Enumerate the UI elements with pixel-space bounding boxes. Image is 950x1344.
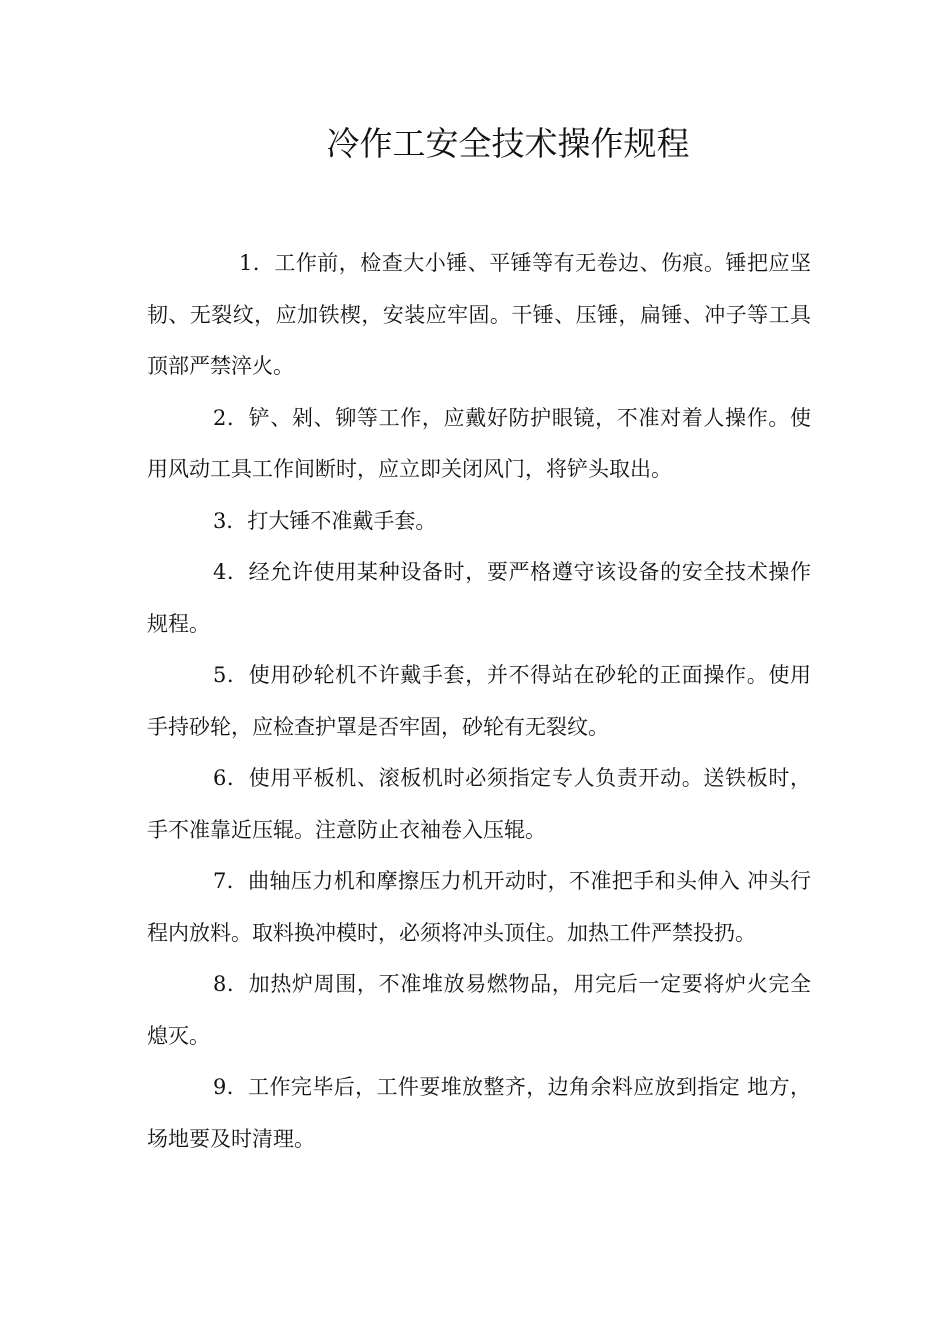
rule-paragraph-3: 3．打大锤不准戴手套。 — [213, 508, 437, 533]
rule-paragraph-5: 5．使用砂轮机不许戴手套，并不得站在砂轮的正面操作。使用手持砂轮，应检查护罩是否牢固，砂轮有无裂纹。 — [147, 663, 811, 739]
document-body — [147, 238, 811, 1165]
rule-paragraph-9: 9．工作完毕后，工件要堆放整齐，边角余料应放到指定 地方，场地要及时清理。 — [147, 1075, 811, 1151]
rule-paragraph-8: 8．加热炉周围，不准堆放易燃物品，用完后一定要将炉火完全熄灭。 — [147, 972, 811, 1048]
rule-paragraph-1: 1．工作前，检查大小锤、平锤等有无卷边、伤痕。锤把应坚韧、无裂纹，应加铁楔，安装应牢固。干锤、压锤，扁锤、冲子等工具顶部严禁淬火。 — [147, 251, 811, 378]
rule-paragraph-4: 4．经允许使用某种设备时，要严格遵守该设备的安全技术操作规程。 — [147, 560, 811, 636]
document-title: 冷作工安全技术操作规程 — [326, 124, 690, 163]
rule-paragraph-2: 2．铲、剁、铆等工作，应戴好防护眼镜，不准对着人操作。使用风动工具工作间断时，应立即关闭风门，将铲头取出。 — [147, 405, 811, 481]
rule-paragraph-7: 7．曲轴压力机和摩擦压力机开动时，不准把手和头伸入 冲头行程内放料。取料换冲模时，必须将冲头顶住。加热工件严禁投扔。 — [147, 869, 811, 945]
rule-paragraph-6: 6．使用平板机、滚板机时必须指定专人负责开动。送铁板时，手不准靠近压辊。注意防止衣袖卷入压辊。 — [147, 766, 811, 842]
